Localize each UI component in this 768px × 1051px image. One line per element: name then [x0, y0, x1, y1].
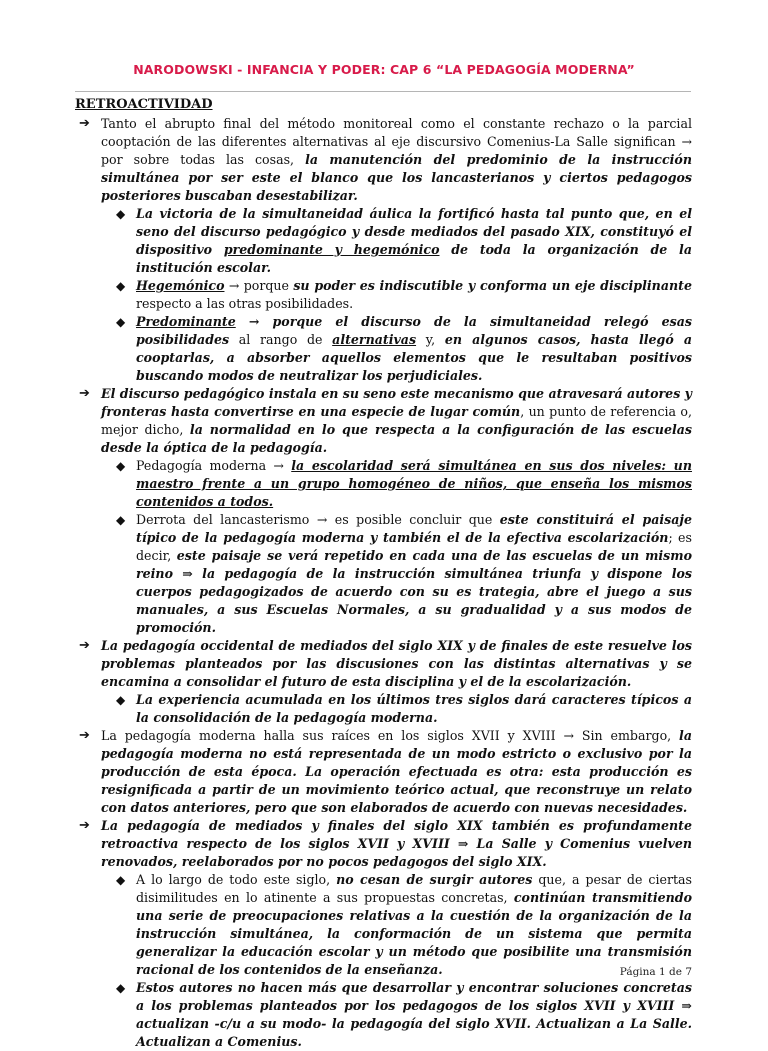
- diamond-bullet-icon: ◆: [116, 459, 126, 473]
- diamond-bullet-icon: ◆: [116, 207, 126, 221]
- text-run: La pedagogía de mediados y finales del siglo XIX también es profundamente retroactiva respecto de los siglos XVII y XVIII ⇒ La Salle y Comenius vuelven renovados, reelaborados por no pocos pedagogos del siglo XIX.: [101, 818, 692, 869]
- text-run: El discurso pedagógico instala en su seno este mecanismo que atravesará autores y fronteras hasta convertirse en una especie de lugar común: [101, 386, 692, 419]
- text-run: no cesan de surgir autores: [336, 872, 533, 887]
- text-run: La pedagogía occidental de mediados del siglo XIX y de finales de este resuelve los problemas planteados por las discusiones con las distintas alternativas y se encamina a consolidar el futuro de esta disciplina y el de la escolarización.: [101, 638, 692, 689]
- text-run: continúan transmitiendo una serie de preocupaciones relativas a la cuestión de la organización de la instrucción simultánea, la conformación de un sistema que permita generalizar la educación escolar y un método que posibilite una transmisión racional de los contenidos de la enseñanza.: [136, 890, 692, 977]
- text-run: la pedagogía moderna no está representada de un modo estricto o exclusivo por la producción de esta época. La operación efectuada es otra: esta producción es resignificada a partir de un movimiento teórico actual, que reconstruye un relato con datos anteriores, pero que son elaborados de acuerdo con nuevas necesidades.: [101, 728, 692, 815]
- diamond-bullet-icon: ◆: [116, 513, 126, 527]
- text-run: La pedagogía moderna halla sus raíces en los siglos XVII y XVIII → Sin embargo,: [101, 728, 680, 743]
- text-run: en algunos casos, hasta llegó a cooptarlas, a absorber aquellos elementos que le resultaban positivos buscando modos de neutralizar los perjudiciales.: [136, 332, 692, 383]
- section-title: RETROACTIVIDAD: [75, 97, 213, 112]
- text-run: la normalidad en lo que respecta a la configuración de las escuelas desde la óptica de la pedagogía.: [101, 422, 693, 455]
- sub-list-item: [75, 457, 692, 511]
- text-run: la escolaridad será simultánea en sus dos niveles: un maestro frente a un grupo homogéneo de niños, que enseña los mismos contenidos a todos.: [136, 458, 692, 509]
- page-body: [75, 96, 692, 1051]
- text-run: de toda la organización de la institución escolar.: [136, 242, 693, 275]
- arrow-bullet-icon: ➔: [79, 116, 90, 131]
- text-run: que, a pesar de ciertas disimilitudes en lo atinente a sus propuestas concretas,: [136, 872, 692, 905]
- text-run: Hegemónico: [136, 278, 225, 293]
- list-item: [75, 727, 692, 817]
- sub-list-item: [75, 691, 692, 727]
- list-item: [75, 637, 692, 691]
- diamond-bullet-icon: ◆: [116, 981, 126, 995]
- sub-list-item: [75, 979, 692, 1051]
- text-run: este paisaje se verá repetido en cada una de las escuelas de un mismo reino ⇒ la pedagogía de la instrucción simultánea triunfa y dispone los cuerpos pedagogizados de acuerdo con su es trategia, abre el juego a sus manuales, a sus Escuelas Normales, a su gradualidad y a sus modos de promoción.: [136, 548, 692, 635]
- arrow-bullet-icon: ➔: [79, 728, 90, 743]
- text-run: Derrota del lancasterismo → es posible concluir que: [136, 512, 500, 527]
- arrow-bullet-icon: ➔: [79, 818, 90, 833]
- text-run: La experiencia acumulada en los últimos tres siglos dará caracteres típicos a la consolidación de la pedagogía moderna.: [136, 692, 692, 725]
- sub-list-item: [75, 871, 692, 979]
- header-divider: [75, 91, 691, 92]
- text-run: al rango de: [229, 332, 333, 347]
- diamond-bullet-icon: ◆: [116, 693, 126, 707]
- sub-list-item: [75, 511, 692, 637]
- sub-list-item: [75, 313, 692, 385]
- sub-list-item: [75, 277, 692, 313]
- document-header: NARODOWSKI - INFANCIA Y PODER: CAP 6 “LA PEDAGOGÍA MODERNA”: [133, 62, 635, 77]
- diamond-bullet-icon: ◆: [116, 279, 126, 293]
- sub-list-item: [75, 205, 692, 277]
- text-run: y,: [416, 332, 445, 347]
- text-run: La victoria de la simultaneidad áulica la fortificó hasta tal punto que, en el seno del discurso pedagógico y desde mediados del pasado XIX, constituyó el dispositivo: [136, 206, 692, 257]
- list-item: [75, 817, 692, 871]
- text-run: ; es decir,: [136, 530, 692, 563]
- text-run: este constituirá el paisaje típico de la pedagogía moderna y también el de la efectiva escolarización: [136, 512, 692, 545]
- text-run: , un punto de referencia o, mejor dicho,: [101, 404, 693, 437]
- text-run: Estos autores no hacen más que desarrollar y encontrar soluciones concretas a los problemas planteados por los pedagogos de los siglos XVII y XVIII ⇒ actualizan -c/u a su modo- la pedagogía del siglo XVII. Actualizan a La Salle. Actualizan a Comenius.: [136, 980, 692, 1049]
- text-run: Pedagogía moderna →: [136, 458, 292, 473]
- text-run: Predominante: [136, 314, 236, 329]
- text-run: su poder es indiscutible y conforma un eje disciplinante: [293, 278, 692, 293]
- diamond-bullet-icon: ◆: [116, 873, 126, 887]
- text-run: alternativas: [332, 332, 417, 347]
- text-run: Tanto el abrupto final del método monitoreal como el constante rechazo o la parcial cooptación de las diferentes alternativas al eje discursivo Comenius-La Salle significan → por sobre todas las cosas,: [101, 116, 692, 167]
- text-run: predominante y hegemónico: [223, 242, 440, 257]
- text-run: la manutención del predominio de la instrucción simultánea por ser este el blanco que los lancasterianos y ciertos pedagogos posteriores buscaban desestabilizar.: [101, 152, 692, 203]
- text-run: → porque: [224, 278, 294, 293]
- page-number: Página 1 de 7: [619, 966, 692, 978]
- diamond-bullet-icon: ◆: [116, 315, 126, 329]
- text-run: → porque el discurso de la simultaneidad relegó esas posibilidades: [136, 314, 692, 347]
- text-run: A lo largo de todo este siglo,: [136, 872, 337, 887]
- arrow-bullet-icon: ➔: [79, 638, 90, 653]
- list-item: [75, 385, 692, 457]
- text-run: respecto a las otras posibilidades.: [136, 296, 354, 311]
- list-item: [75, 115, 692, 205]
- arrow-bullet-icon: ➔: [79, 386, 90, 401]
